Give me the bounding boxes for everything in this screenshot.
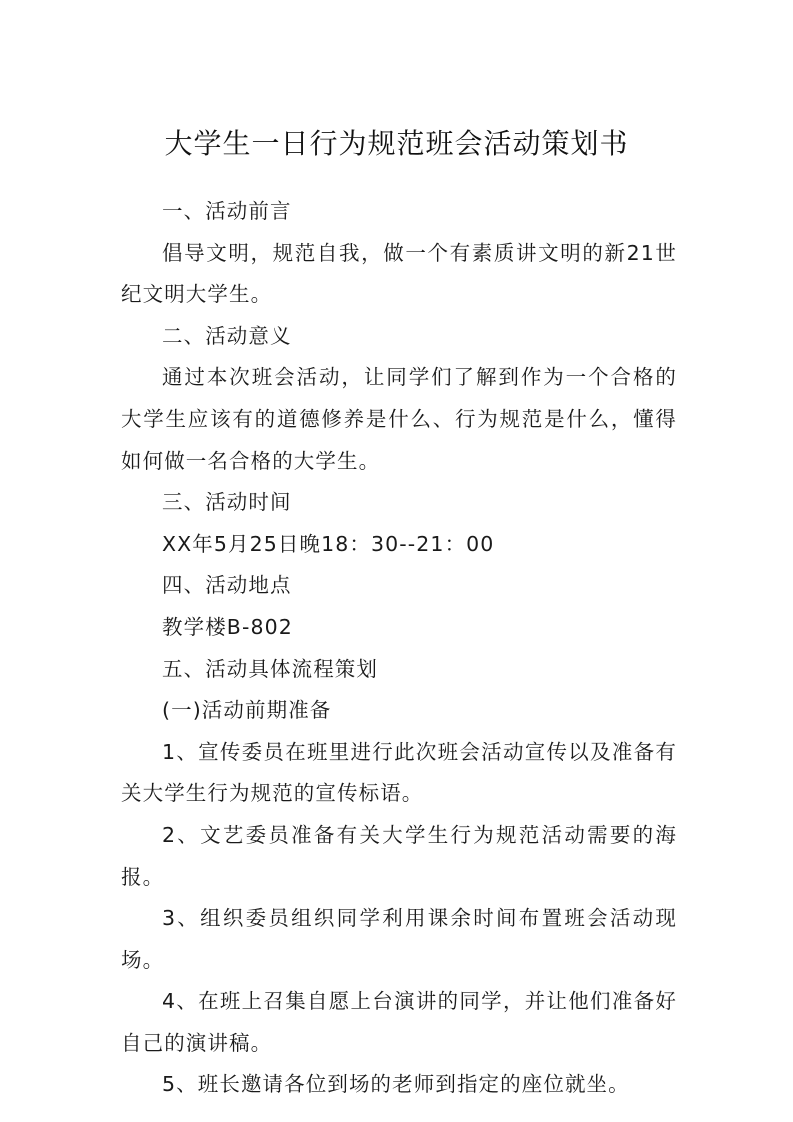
section-heading-process: 五、活动具体流程策划 <box>162 656 378 681</box>
paragraph-time: XX年5月25日晚18：30--21：00 <box>162 531 495 556</box>
paragraph-significance: 通过本次班会活动，让同学们了解到作为一个合格的大学生应该有的道德修养是什么、行为规范是什么，懂得如何做一名合格的大学生。 <box>121 365 677 473</box>
list-item: 1、宣传委员在班里进行此次班会活动宣传以及准备有关大学生行为规范的宣传标语。 <box>121 739 677 806</box>
list-item: 2、文艺委员准备有关大学生行为规范活动需要的海报。 <box>121 822 677 889</box>
section-heading-location: 四、活动地点 <box>162 573 292 598</box>
paragraph-preface: 倡导文明，规范自我，做一个有素质讲文明的新21世纪文明大学生。 <box>121 240 677 307</box>
document-body <box>121 191 677 1106</box>
list-item: 4、在班上召集自愿上台演讲的同学，并让他们准备好自己的演讲稿。 <box>121 989 677 1055</box>
section-heading-significance: 二、活动意义 <box>162 323 292 348</box>
subsection-heading-preparation: (一)活动前期准备 <box>162 698 332 723</box>
section-heading-preface: 一、活动前言 <box>162 199 292 223</box>
section-heading-time: 三、活动时间 <box>162 490 292 515</box>
list-item: 3、组织委员组织同学利用课余时间布置班会活动现场。 <box>121 906 677 972</box>
paragraph-location: 教学楼B-802 <box>162 614 293 639</box>
document-title: 大学生一日行为规范班会活动策划书 <box>164 127 629 160</box>
list-item: 5、班长邀请各位到场的老师到指定的座位就坐。 <box>162 1072 630 1097</box>
